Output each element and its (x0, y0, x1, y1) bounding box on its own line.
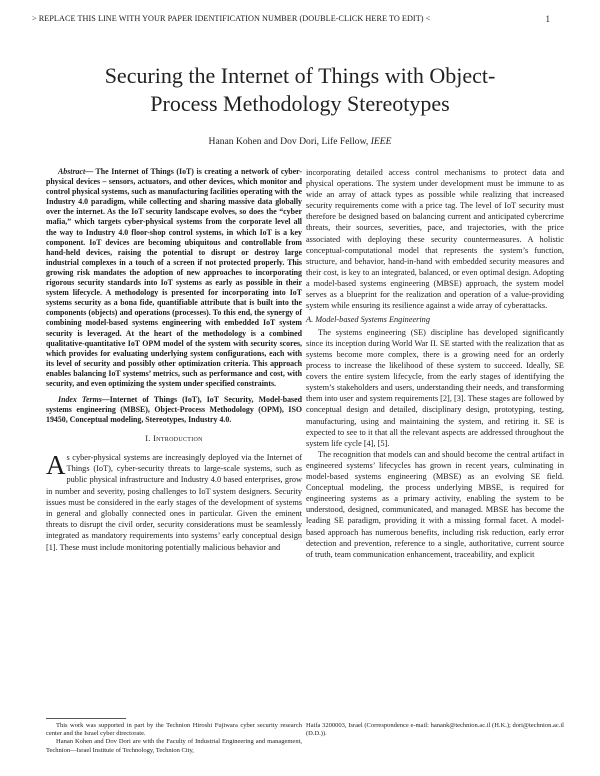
title-line-1: Securing the Internet of Things with Object- (104, 63, 496, 88)
abstract-lead: Abstract (58, 167, 86, 176)
author-names: Hanan Kohen and Dov Dori, Life Fellow, (208, 136, 371, 147)
right-paragraph-3: The recognition that models can and should become the central artifact in engineered systems’ lifecycles has grown in recent years, culminating in model-based systems engineering (MBSE) as an evolving SE field. Conceptual modeling, the process underlying MBSE, is required for engineering systems as a primary activity, enabling the system to be understood, designed, communicated, and managed. MBSE has become the leading SE paradigm, providing it with a missing formal facet. A model-based approach has numerous benefits, including risk reduction, early error detection and prevention, reference to a single, authoritative, current source of truth, team communication enhancement, traceability, and explicit (306, 449, 564, 559)
abstract (46, 167, 302, 389)
subsection-heading-mbse: A. Model-based Systems Engineering (306, 315, 430, 325)
index-terms (46, 395, 302, 425)
footnote-funding: This work was supported in part by the Technion Hiroshi Fujiwara cyber security research center and the Israel cyber directorate. (46, 722, 302, 738)
footnote-contact: Haifa 3200003, Israel (Correspondence e-mail: hanank@technion.ac.il (H.K.); dori@technion.ac.il (D.D.)). (306, 722, 564, 738)
paper-title (40, 62, 560, 118)
drop-cap: A (46, 449, 66, 480)
intro-text: s cyber-physical systems are increasingly deployed via the Internet of Things (IoT), cyber-security threats to large-scale systems, such as public physical infrastructure and Industry 4.0 based enterprises, grow in number and severity, posing challenges to IoT system designers. Security issues must be considered in the early stages of the development of systems in general and globally connected ones in particular. Given the eminent threats to disrupt the civil order, security considerations must be seamlessly integrated as mandatory requirements into systems’ early conceptual design [1]. These must include monitoring potentially malicious behavior and (46, 452, 302, 552)
intro-paragraph (46, 449, 302, 553)
title-line-2: Process Methodology Stereotypes (150, 91, 450, 116)
right-column (306, 167, 564, 560)
left-column (46, 167, 302, 553)
footnote-affiliation: Hanan Kohen and Dov Dori are with the Faculty of Industrial Engineering and management, Technion—Israel Institute of Technology, Technion City, (46, 738, 302, 754)
index-terms-lead: Index Terms (58, 395, 102, 405)
author-affiliation: IEEE (370, 136, 392, 147)
right-paragraph-1: incorporating detailed access control mechanisms to protect data and physical operations. The system under development must be immune to as wide an array of attack types as possible while realizing that increased security requirements come with a price tag. The level of IoT security must therefore be designed based on balancing current and anticipated cybercrime threats, their sources, severities, pace, and trajectories, with the price associated with deploying these security countermeasures. A holistic conceptual-computational model that represents the system’s function, structure, and behavior, hand-in-hand with embedded security measures and their cost, is key to an integrated, balanced, or even optimal design. Adopting a model-based systems engineering (MBSE) approach, the system model serves as a blueprint for the realization and operation of a value-providing system while ensuring its resilience against a wide array of cyberattacks. (306, 168, 564, 311)
section-heading-introduction (46, 434, 302, 445)
page-number: 1 (545, 14, 550, 24)
right-paragraph-2: The systems engineering (SE) discipline has developed significantly since its inception during World War II. SE started with the realization that as systems become more complex, there is a growing need for an orderly process to increase the likelihood of these system to succeed. Ideally, SE covers the entire system lifecycle, from the early stages of identifying the system’s stakeholders and users, understanding their needs, and transforming them into user and system requirements [2], [3]. These stages are followed by conceptual design and detailed, disciplinary design, prototyping, testing, manufacturing, using and maintaining the system, and retiring it. SE is expected to see to it that all the relevant aspects are addressed throughout the system life cycle [4], [5]. (306, 327, 564, 448)
footnote-right (306, 722, 564, 738)
abstract-text: — The Internet of Things (IoT) is creating a network of cyber-physical devices – sensors, actuators, and other devices, which monitor and control physical systems, such as manufacturing facilities operating with the Industry 4.0 paradigm, while collecting and sharing massive data globally over the internet. As the IoT security landscape evolves, so does the “cyber mafia,” which targets cyber-physical systems from the corporate level all the way to Industry 4.0 floor-shop control systems, in which IoT is a key component. IoT devices are becoming ubiquitous and controllable from hand-held devices, raising the potential to disrupt or destroy large industrial complexes in a touch of a screen if not protected properly. This growing risk mandates the adoption of new approaches to incorporating rigorous security standards into IoT systems as early as possible in their system lifecycle. A methodology is presented for incorporating into IoT systems security as a bona fide, quantifiable attribute that is built into the components (objects) and operations (processes). To this end, the synergy of combining model-based systems engineering with embedded IoT system security is leveraged. At the heart of the methodology is a combined qualitative-quantitative IoT OPM model of the system with security scores, which provides for evaluating underlying system configurations, each with its level of security and possibly other optimization criteria. This approach enables balancing IoT systems’ metrics, such as performance and cost, with security, and even optimizing the system under specified constraints. (46, 167, 302, 388)
footnote-rule (46, 718, 126, 719)
section-title: Introduction (153, 434, 203, 444)
running-head: > REPLACE THIS LINE WITH YOUR PAPER IDENTIFICATION NUMBER (DOUBLE-CLICK HERE TO EDIT) < (32, 14, 431, 23)
footnote-left (46, 722, 302, 755)
index-terms-text: —Internet of Things (IoT), IoT Security, Model-based systems engineering (MBSE), Object-Process Methodology (OPM), ISO 19450, Conceptual modeling, Stereotypes, Industry 4.0. (46, 395, 302, 425)
section-numeral: I. (145, 434, 154, 444)
author-line (40, 136, 560, 147)
